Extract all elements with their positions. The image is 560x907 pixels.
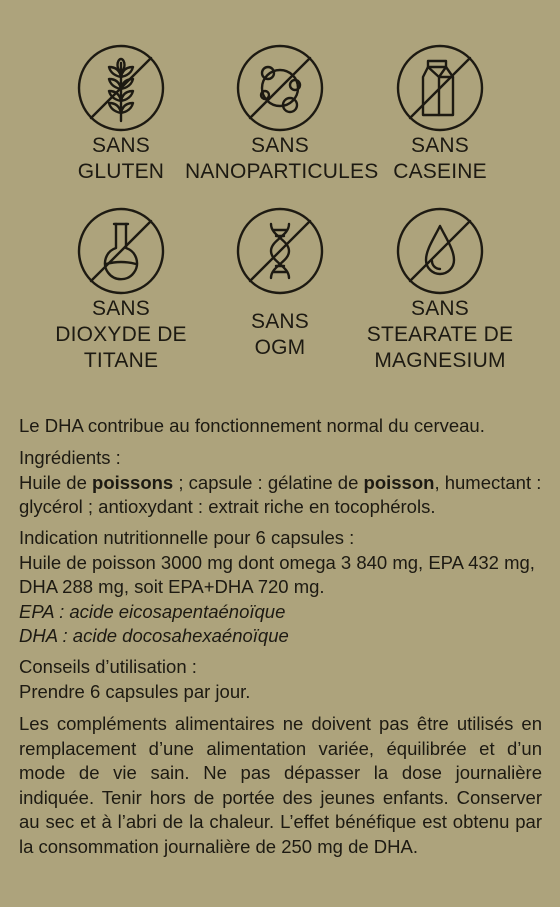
ingredients-text: Huile de poissons ; capsule : gélatine de poisson, humectant : glycérol ; antioxydant : extrait riche en tocophérols. — [19, 471, 542, 517]
nutrition-title: Indication nutritionnelle pour 6 capsules : — [19, 527, 355, 548]
nutrition-text: Huile de poisson 3000 mg dont omega 3 840 mg, EPA 432 mg, DHA 288 mg, soit EPA+DHA 720 mg. — [19, 551, 535, 597]
badge-label: SANS STEARATE DE MAGNESIUM — [366, 297, 514, 372]
dha-claim: Le DHA contribue au fonctionnement normal du cerveau. — [19, 415, 485, 436]
dha-definition: DHA : acide docosahexaénoïque — [19, 625, 289, 646]
usage-text: Prendre 6 capsules par jour. — [19, 680, 251, 702]
badge-label: SANS NANOPARTICULES — [185, 134, 379, 183]
warning-text: Les compléments alimentaires ne doivent pas être utilisés en remplacement d’une alimentation variée, équilibrée et d’un mode de vie sain. Ne pas dépasser la dose journalière indiquée. Tenir hors de portée des jeunes enfants. Conserver au sec et à l’abri de la chaleur. L’effet bénéfique est obtenu par la consommation journalière de 250 mg de DHA. — [19, 713, 542, 857]
milk-carton-crossed-icon — [395, 43, 485, 133]
usage-section — [19, 655, 542, 704]
nanoparticles-crossed-icon — [235, 43, 325, 133]
ingredients-title: Ingrédients : — [19, 447, 121, 468]
badge-label: SANS GLUTEN — [77, 134, 165, 183]
usage-title: Conseils d’utilisation : — [19, 656, 197, 677]
badge-label: SANS CASEINE — [393, 134, 487, 183]
nutrition-section — [19, 526, 542, 649]
ingredients-section — [19, 446, 542, 520]
badge-casein-free — [345, 43, 535, 185]
wheat-crossed-icon — [76, 43, 166, 133]
dna-crossed-icon — [235, 206, 325, 296]
badge-label: SANS DIOXYDE DE TITANE — [55, 297, 187, 372]
badge-label: SANS OGM — [251, 310, 309, 359]
flask-crossed-icon — [76, 206, 166, 296]
badge-magnesium-stearate-free — [345, 206, 535, 374]
epa-definition: EPA : acide eicosapentaénoïque — [19, 600, 286, 622]
drop-crossed-icon — [395, 206, 485, 296]
